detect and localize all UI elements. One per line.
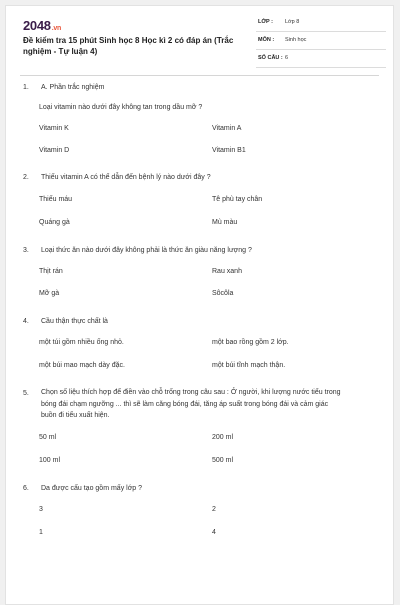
answer-option[interactable]: Sôcôla <box>212 290 234 297</box>
meta-info <box>256 18 386 72</box>
answer-option[interactable]: Vitamin D <box>39 147 70 154</box>
answer-option[interactable]: Thiếu máu <box>39 196 73 203</box>
question-number: 2. <box>23 174 29 181</box>
meta-value: 6 <box>285 55 289 61</box>
question-number: 4. <box>23 318 29 325</box>
answer-option[interactable]: Vitamin A <box>212 125 242 132</box>
question-number: 1. <box>23 84 29 91</box>
answer-option[interactable]: 50 ml <box>39 434 57 441</box>
question-text: Loại thức ăn nào dưới đây không phải là thức ăn giàu năng lượng ? <box>41 247 252 254</box>
meta-value: Sinh học <box>285 37 307 43</box>
question-text-line: bóng đái chạm ngưỡng ... thì sẽ làm căng bóng đái, tăng áp suất trong bóng đái và cảm giác <box>41 401 329 408</box>
document-page <box>5 5 394 605</box>
question-text-line: buồn đi tiểu xuất hiện. <box>41 412 110 419</box>
answer-option[interactable]: một búi tĩnh mạch thận. <box>212 362 286 369</box>
answer-option[interactable]: Thịt rán <box>39 268 63 275</box>
brand-name: 2048 <box>23 18 51 33</box>
answer-option[interactable]: Tê phù tay chân <box>212 196 263 203</box>
answer-option[interactable]: Rau xanh <box>212 268 242 275</box>
meta-row-subject <box>256 36 386 50</box>
meta-value: Lớp 8 <box>285 19 300 25</box>
answer-option[interactable]: Vitamin B1 <box>212 147 246 154</box>
answer-option[interactable]: Mù màu <box>212 219 238 226</box>
answer-option[interactable]: 200 ml <box>212 434 234 441</box>
question-text-line: Chọn số liệu thích hợp để điền vào chỗ trống trong câu sau : Ở người, khi lượng nước tiểu trong <box>41 389 341 396</box>
question-text: Da được cấu tạo gồm mấy lớp ? <box>41 485 143 492</box>
question-text: Loại vitamin nào dưới đây không tan trong dầu mỡ ? <box>39 104 203 111</box>
question-text: Thiếu vitamin A có thể dẫn đến bệnh lý nào dưới đây ? <box>41 174 211 181</box>
brand-suffix: .vn <box>51 25 61 32</box>
answer-option[interactable]: 4 <box>212 529 216 536</box>
meta-label: SỐ CÂU : <box>258 55 283 61</box>
question-number: 6. <box>23 485 29 492</box>
page-title: Đề kiểm tra 15 phút Sinh học 8 Học kì 2 có đáp án (Trắc nghiệm - Tự luận 4) <box>23 36 234 56</box>
answer-option[interactable]: 100 ml <box>39 457 61 464</box>
answer-option[interactable]: 3 <box>39 506 43 513</box>
answer-option[interactable]: Vitamin K <box>39 125 69 132</box>
header <box>6 6 393 74</box>
brand-logo[interactable] <box>23 18 61 33</box>
question-number: 5. <box>23 390 29 397</box>
answer-option[interactable]: Quáng gà <box>39 219 70 226</box>
answer-option[interactable]: một bao rồng gồm 2 lớp. <box>212 339 289 346</box>
meta-row-count <box>256 54 386 68</box>
section-heading: A. Phần trắc nghiệm <box>41 84 105 91</box>
question-text: Cầu thận thực chất là <box>41 318 108 325</box>
meta-label: MÔN : <box>258 37 275 43</box>
answer-option[interactable]: một búi mao mạch dày đặc. <box>39 362 125 369</box>
answer-option[interactable]: Mỡ gà <box>39 290 60 297</box>
meta-label: LỚP : <box>258 19 273 25</box>
answer-option[interactable]: một túi gồm nhiều ống nhỏ. <box>39 339 124 346</box>
question-number: 3. <box>23 247 29 254</box>
answer-option[interactable]: 2 <box>212 506 216 513</box>
answer-option[interactable]: 1 <box>39 529 43 536</box>
meta-row-class <box>256 18 386 32</box>
answer-option[interactable]: 500 ml <box>212 457 234 464</box>
header-divider <box>20 75 379 76</box>
